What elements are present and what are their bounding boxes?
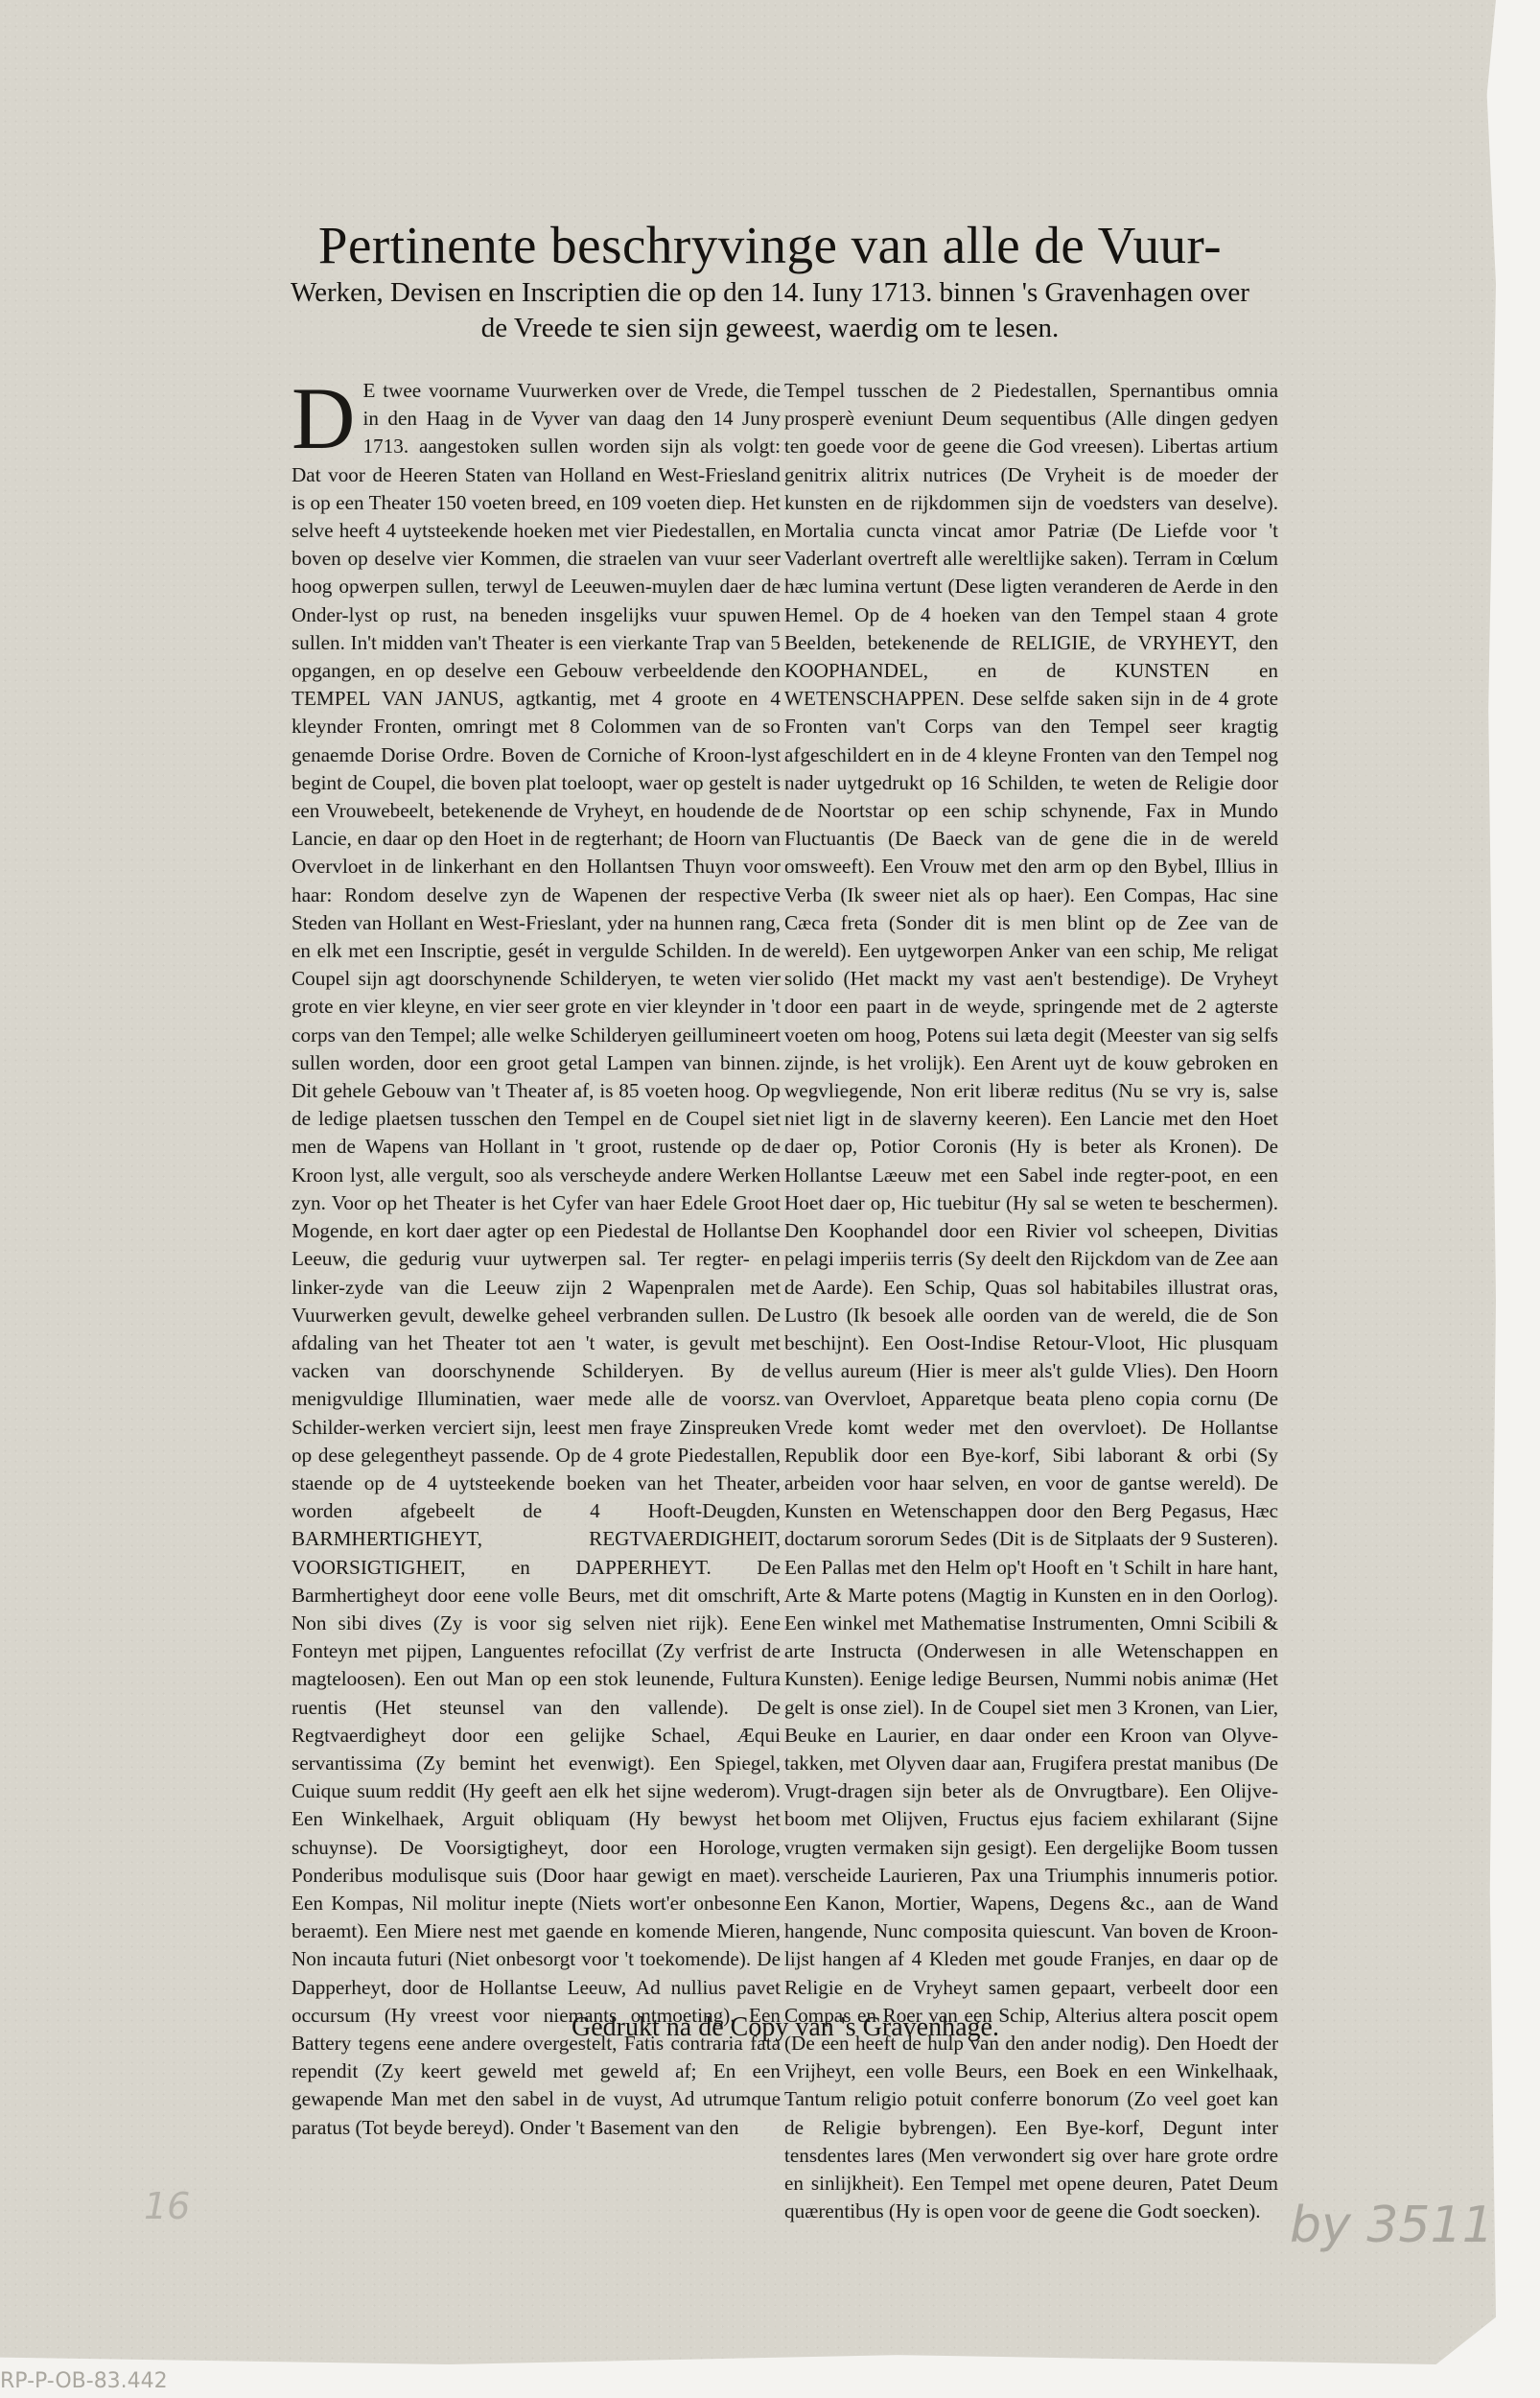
right-column-text: Tempel tusschen de 2 Piedestallen, Spernantibus omnia prosperè eveniunt Deum sequentibus (Alle dingen gedyen ten goede voor de geene die God vreesen). Libertas artium genitrix alitrix nutrices (De Vryheit is de moeder der kunsten en de rijkdommen sijn de voedsters van deselve). Mortalia cuncta vincat amor Patriæ (De Liefde voor 't Vaderlant overtreft alle wereltlijke saken). Terram in Cœlum hæc lumina vertunt (Dese ligten veranderen de Aerde in den Hemel. Op de 4 hoeken van den Tempel staan 4 grote Beelden, betekenende de RELIGIE, de VRYHEYT, den KOOPHANDEL, en de KUNSTEN en WETENSCHAPPEN. Dese selfde saken sijn in de 4 grote Fronten van't Corps van den Tempel seer kragtig afgeschildert en in de 4 kleyne Fronten van den Tempel nog nader uytgedrukt op 16 Schilden, te weten de Religie door de Noortstar op een schip schynende, Fax in Mundo Fluctuantis (De Baeck van de gene die in de wereld omsweeft). Een Vrouw met den arm op den Bybel, Illius in Verba (Ik sweer niet als op haer). Een Compas, Hac sine Cæca freta (Sonder dit is men blint op de Zee van de wereld). Een uytgeworpen Anker van een schip, Me religat solido (Het mackt my vast aen't bestendige). De Vryheyt door een paart in de weyde, springende met de 2 agterste voeten om hoog, Potens sui læta degit (Meester van sig selfs zijnde, is het vrolijk). Een Arent uyt de kouw gebroken en wegvliegende, Non erit liberæ reditus (Nu se vry is, salse niet ligt in de slaverny keeren). Een Lancie met den Hoet daer op, Potior Coronis (Hy is beter als Kronen). De Hollantse Læeuw met een Sabel inde regter-poot, en een Hoet daer op, Hic tuebitur (Hy sal se weten te beschermen). Den Koophandel door een Rivier vol scheepen, Divitias pelagi imperiis terris (Sy deelt den Rijckdom van de Zee aan de Aarde). Een Schip, Quas sol habitabiles illustrat oras, Lustro (Ik besoek alle oorden van de wereld, die de Son beschijnt). Een Oost-Indise Retour-Vloot, Hic plusquam vellus aureum (Hier is meer als't gulde Vlies). Den Hoorn van Overvloet, Apparetque beata pleno copia cornu (De Vrede komt weder met den overvloet). De Hollantse Republik door een Bye-korf, Sibi laborant & orbi (Sy arbeiden voor haar selven, en voor de gantse wereld). De Kunsten en Wetenschappen door den Berg Pegasus, Hæc doctarum sororum Sedes (Dit is de Sitplaats der 9 Susteren). Een Pallas met den Helm op't Hooft en 't Schilt in hare hant, Arte & Marte potens (Magtig in Kunsten en in den Oorlog). Een winkel met Mathematise Instrumenten, Omni Scibili & arte Instructa (Onderwesen in alle Wetenschappen en Kunsten). Eenige ledige Beursen, Nummi nobis animæ (Het gelt is onse ziel). In de Coupel siet men 3 Kronen, van Lier, Beuke en Laurier, en daar onder een Kroon van Olyve-takken, met Olyven daar aan, Frugifera prestat manibus (De Vrugt-dragen sijn beter als de Onvrugtbare). Een Olijve-boom met Olijven, Fructus ejus faciem exhilarant (Sijne vrugten vermaken sijn gesigt). Een dergelijke Boom tussen verscheide Laurieren, Pax una Triumphis innumeris potior. Een Kanon, Mortier, Wapens, Degens &c., aan de Wand hangende, Nunc composita quiescunt. Van boven de Kroon-lijst hangen af 4 Kleden met goude Franjes, en daar op de Religie en de Vryheyt samen gepaart, verbeelt door een Compas en Roer van een Schip, Alterius altera poscit opem (De een heeft de hulp van den ander nodig). Den Hoedt der Vrijheyt, een volle Beurs, een Boek en een Winkelhaak, Tantum religio potuit conferre bonorum (Zo veel goet kan de Religie bybrengen). Een Bye-korf, Degunt inter tensdentes lares (Men verwondert sig over hare grote ordre en sinlijkheit). Een Tempel met opene deuren, Patet Deum quærentibus (Hy is open voor de geene die Godt soecken). [784,379,1278,2223]
pencil-annotation-right: by 3511 [1290,2197,1494,2254]
drop-cap: D [292,369,356,467]
document-title [286,216,1254,346]
title-line-2: Werken, Devisen en Inscriptien die op den 14. Iuny 1713. binnen 's Gravenhagen over de Vreede te sien sijn geweest, waerdig om te lesen. [291,277,1249,343]
printer-colophon: Gedrukt na de Copy van 's Gravenhage. [572,2012,999,2042]
title-line-1: Pertinente beschryvinge van alle de Vuur- [317,216,1223,274]
pencil-annotation-left: 16 [144,2185,191,2227]
inventory-number: RP-P-OB-83.442 [0,2369,168,2393]
left-text-column [292,369,781,2142]
left-column-text: E twee voorname Vuurwerken over de Vrede, die in den Haag in de Vyver van daag den 14 Juny 1713. aangestoken sullen worden sijn als volgt: Dat voor de Heeren Staten van Holland en West-Friesland is op een Theater 150 voeten breed, en 109 voeten diep. Het selve heeft 4 uytsteekende hoeken met vier Piedestallen, en boven op deselve vier Kommen, die straelen van vuur seer hoog opwerpen sullen, terwyl de Leeuwen-muylen daer de Onder-lyst op rust, na beneden insgelijks vuur spuwen sullen. In't midden van't Theater is een vierkante Trap van 5 opgangen, en op deselve een Gebouw verbeeldende den TEMPEL VAN JANUS, agtkantig, met 4 groote en 4 kleynder Fronten, omringt met 8 Colommen van de so genaemde Dorise Ordre. Boven de Corniche of Kroon-lyst begint de Coupel, die boven plat toeloopt, waer op gestelt is een Vrouwebeelt, betekenende de Vryheyt, en houdende de Lancie, en daar op den Hoet in de regterhant; de Hoorn van Overvloet in de linkerhant en den Hollantsen Thuyn voor haar: Rondom deselve zyn de Wapenen der respective Steden van Hollant en West-Frieslant, yder na hunnen rang, en elk met een Inscriptie, gesét in vergulde Schilden. In de Coupel sijn agt doorschynende Schilderyen, te weten vier grote en vier kleyne, en vier seer grote en vier kleynder in 't corps van den Tempel; alle welke Schilderyen geillumineert sullen worden, door een groot getal Lampen van binnen. Dit gehele Gebouw van 't Theater af, is 85 voeten hoog. Op de ledige plaetsen tusschen den Tempel en de Coupel siet men de Wapens van Hollant in 't groot, rustende op de Kroon lyst, alle vergult, soo als verscheyde andere Werken zyn. Voor op het Theater is het Cyfer van haer Edele Groot Mogende, en kort daer agter op een Piedestal de Hollantse Leeuw, die gedurig vuur uytwerpen sal. Ter regter- en linker-zyde van die Leeuw zijn 2 Wapenpralen met Vuurwerken gevult, dewelke geheel verbranden sullen. De afdaling van het Theater tot aen 't water, is gevult met vacken van doorschynende Schilderyen. By de menigvuldige Illuminatien, waer mede alle de voorsz. Schilder-werken verciert sijn, leest men fraye Zinspreuken op dese gelegentheyt passende. Op de 4 grote Piedestallen, staende op de 4 uytsteekende boeken van het Theater, worden afgebeelt de 4 Hooft-Deugden, BARMHERTIGHEYT, REGTVAERDIGHEIT, VOORSIGTIGHEIT, en DAPPERHEYT. De Barmhertigheyt door eene volle Beurs, met dit omschrift, Non sibi dives (Zy is voor sig selven niet rijk). Eene Fonteyn met pijpen, Languentes refocillat (Zy verfrist de magteloosen). Een out Man op een stok leunende, Fultura ruentis (Het steunsel van den vallende). De Regtvaerdigheyt door een gelijke Schael, Æqui servantissima (Zy bemint het evenwigt). Een Spiegel, Cuique suum reddit (Hy geeft aen elk het sijne wederom). Een Winkelhaek, Arguit obliquam (Hy bewyst het schuynse). De Voorsigtigheyt, door een Horologe, Ponderibus modulisque suis (Door haar gewigt en maet). Een Kompas, Nil molitur inepte (Niets wort'er onbesonne beraemt). Een Miere nest met gaende en komende Mieren, Non incauta futuri (Niet onbesorgt voor 't toekomende). De Dapperheyt, door de Hollantse Leeuw, Ad nullius pavet occursum (Hy vreest voor niemants ontmoeting). Een Battery tegens eene andere overgestelt, Fatis contraria fata rependit (Zy keert geweld met geweld af; En een gewapende Man met den sabel in de vuyst, Ad utrumque paratus (Tot beyde bereyd). Onder 't Basement van den [292,379,781,2139]
right-text-column [784,377,1278,2225]
